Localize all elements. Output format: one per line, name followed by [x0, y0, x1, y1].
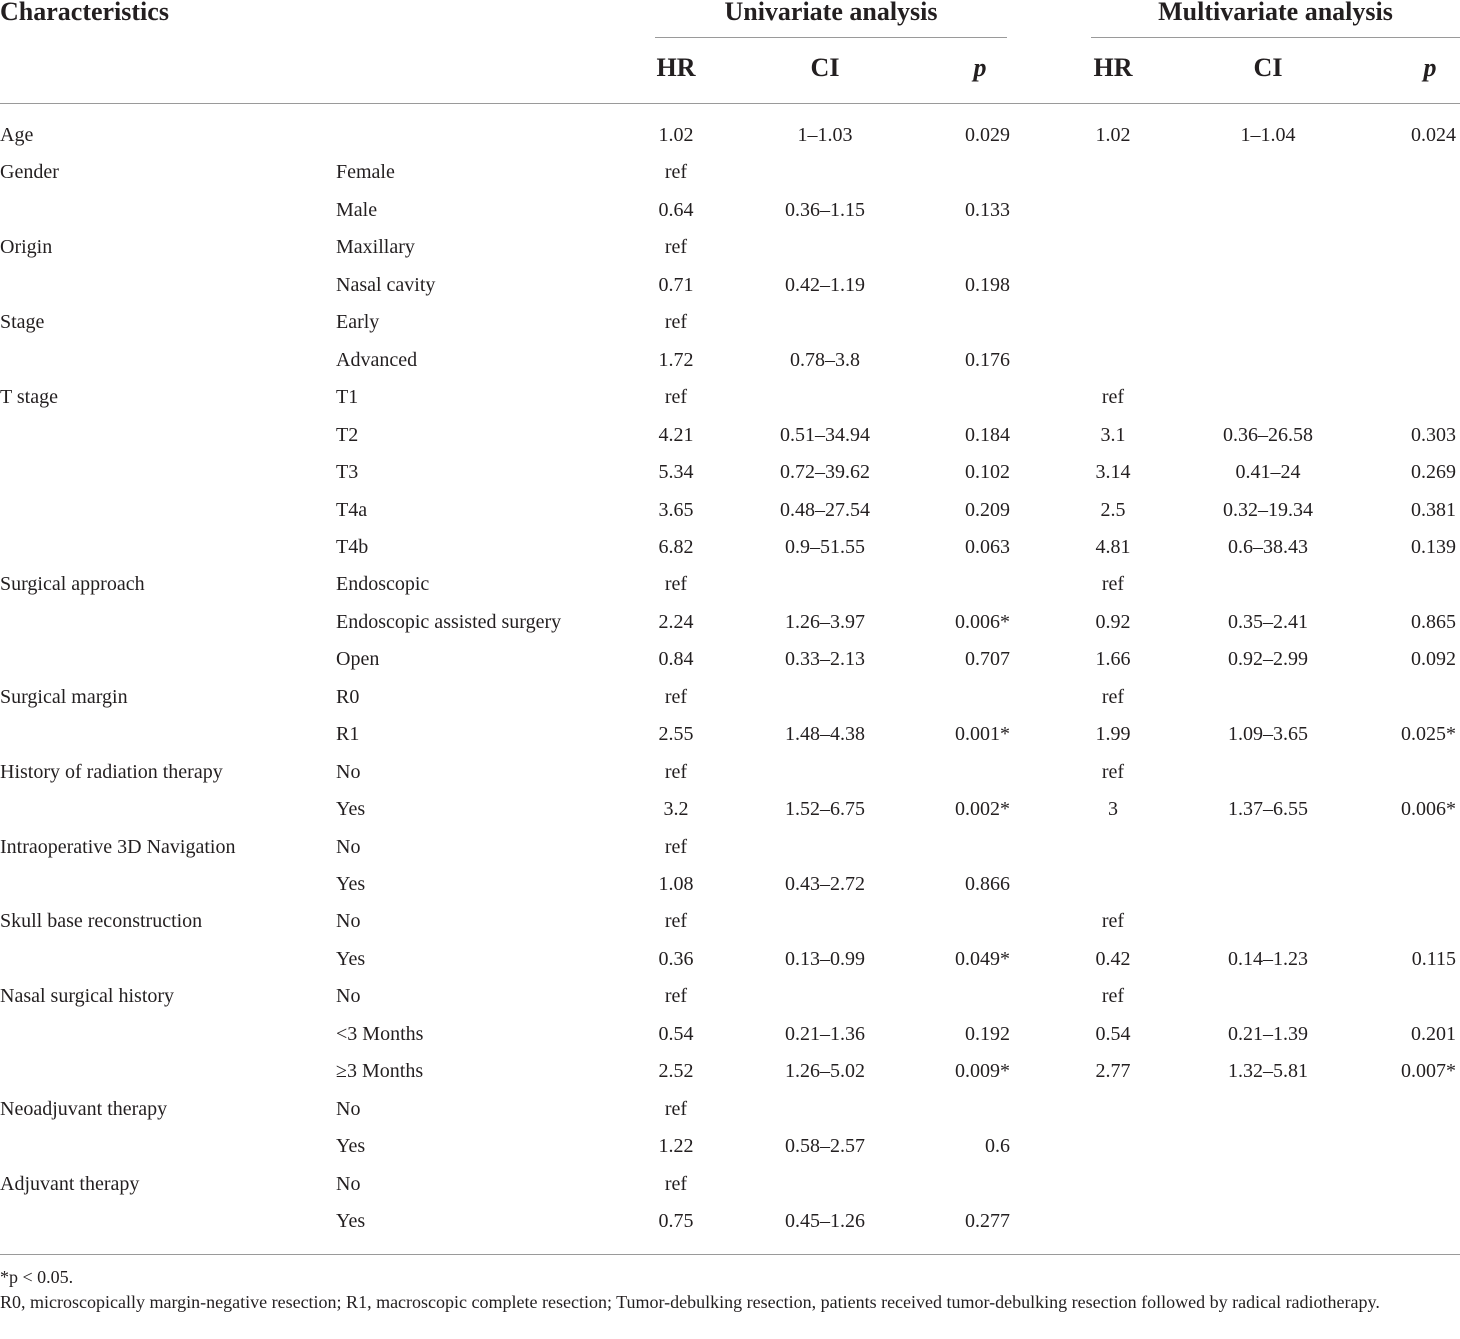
header-univariate-hr: HR	[656, 53, 696, 82]
level-cell: Nasal cavity	[336, 273, 436, 296]
univariate-hr-cell: 4.21	[658, 423, 694, 446]
level-cell: No	[336, 1172, 361, 1195]
univariate-p-cell: 0.049*	[955, 947, 1010, 970]
header-multivariate-hr: HR	[1093, 53, 1133, 82]
univariate-ci-cell: 0.9–51.55	[785, 535, 865, 558]
level-cell: No	[336, 910, 361, 933]
univariate-ci-cell: 1.52–6.75	[785, 798, 865, 821]
header-multivariate-p: p	[1423, 53, 1437, 82]
univariate-p-cell: 0.6	[985, 1135, 1010, 1158]
univariate-hr-cell: 0.64	[658, 198, 694, 221]
univariate-hr-cell: 2.24	[658, 610, 694, 633]
univariate-hr-cell: ref	[664, 985, 688, 1008]
characteristic-cell: Stage	[0, 311, 45, 334]
table-row	[0, 1091, 1460, 1128]
univariate-p-cell: 0.063	[965, 535, 1010, 558]
characteristic-cell: History of radiation therapy	[0, 760, 223, 783]
multivariate-hr-cell: 2.77	[1095, 1060, 1131, 1083]
univariate-p-cell: 0.133	[965, 198, 1010, 221]
table-bottom-rule	[0, 1254, 1460, 1255]
univariate-hr-cell: 0.54	[658, 1022, 694, 1045]
characteristic-cell: Surgical margin	[0, 685, 128, 708]
level-cell: T1	[336, 386, 359, 409]
univariate-hr-cell: 0.75	[658, 1210, 694, 1233]
univariate-hr-cell: ref	[664, 1097, 688, 1120]
level-cell: No	[336, 985, 361, 1008]
univariate-hr-cell: 1.22	[658, 1135, 694, 1158]
multivariate-hr-cell: 4.81	[1095, 535, 1131, 558]
univariate-ci-cell: 0.48–27.54	[780, 498, 870, 521]
table-row	[0, 866, 1460, 903]
univariate-ci-cell: 0.13–0.99	[785, 947, 865, 970]
level-cell: Female	[336, 161, 395, 184]
multivariate-hr-cell: 0.92	[1095, 610, 1131, 633]
univariate-hr-cell: ref	[664, 910, 688, 933]
multivariate-ci-cell: 0.21–1.39	[1228, 1022, 1308, 1045]
characteristic-cell: Surgical approach	[0, 573, 145, 596]
table-row	[0, 454, 1460, 491]
level-cell: T4b	[336, 535, 369, 558]
univariate-p-cell: 0.198	[965, 273, 1010, 296]
multivariate-p-cell: 0.865	[1411, 610, 1456, 633]
multivariate-hr-cell: ref	[1101, 386, 1125, 409]
table-row	[0, 791, 1460, 828]
multivariate-p-cell: 0.269	[1411, 461, 1456, 484]
univariate-hr-cell: 3.65	[658, 498, 694, 521]
multivariate-hr-cell: 2.5	[1100, 498, 1126, 521]
univariate-hr-cell: ref	[664, 573, 688, 596]
multivariate-ci-cell: 0.92–2.99	[1228, 648, 1308, 671]
table-row	[0, 417, 1460, 454]
univariate-ci-cell: 0.33–2.13	[785, 648, 865, 671]
univariate-ci-cell: 0.43–2.72	[785, 873, 865, 895]
univariate-hr-cell: ref	[664, 311, 688, 334]
multivariate-hr-cell: 1.02	[1095, 124, 1131, 146]
multivariate-ci-cell: 1.32–5.81	[1228, 1060, 1308, 1083]
univariate-p-cell: 0.102	[965, 461, 1010, 484]
univariate-ci-cell: 0.36–1.15	[785, 198, 865, 221]
level-cell: Advanced	[336, 348, 418, 371]
univariate-hr-cell: 1.02	[658, 124, 694, 146]
univariate-ci-cell: 0.51–34.94	[780, 423, 870, 446]
multivariate-ci-cell: 0.41–24	[1235, 461, 1301, 484]
characteristic-cell: Neoadjuvant therapy	[0, 1097, 168, 1120]
table-row	[0, 379, 1460, 416]
level-cell: T3	[336, 461, 359, 484]
table-row	[0, 1016, 1460, 1053]
univariate-hr-cell: 1.08	[658, 873, 694, 895]
level-cell: No	[336, 835, 361, 858]
multivariate-hr-cell: 3.1	[1100, 423, 1126, 446]
level-cell: Open	[336, 648, 380, 671]
characteristic-cell: Gender	[0, 161, 59, 184]
univariate-ci-cell: 1–1.03	[797, 124, 853, 146]
table-row	[0, 154, 1460, 191]
characteristic-cell: Nasal surgical history	[0, 985, 175, 1008]
multivariate-p-cell: 0.092	[1411, 648, 1456, 671]
table-row	[0, 1053, 1460, 1090]
level-cell: T4a	[336, 498, 368, 521]
level-cell: No	[336, 760, 361, 783]
header-characteristics: Characteristics	[0, 0, 169, 26]
table-row	[0, 903, 1460, 940]
characteristic-cell: Intraoperative 3D Navigation	[0, 835, 236, 858]
table-row	[0, 1128, 1460, 1165]
characteristic-cell: Age	[0, 124, 34, 146]
footnote-significance: *p < 0.05.	[0, 1267, 74, 1287]
univariate-ci-cell: 0.78–3.8	[790, 348, 860, 371]
univariate-ci-cell: 0.72–39.62	[780, 461, 870, 484]
footnote-abbreviations: R0, microscopically margin-negative resection; R1, macroscopic complete resection; Tumor-debulking resection, patients received tumor-debulking resection followed by radical radiotherapy.	[0, 1292, 1380, 1312]
table-row	[0, 679, 1460, 716]
univariate-p-cell: 0.707	[965, 648, 1010, 671]
table-row	[0, 267, 1460, 304]
table-row	[0, 192, 1460, 229]
characteristic-cell: Origin	[0, 236, 53, 259]
univariate-ci-cell: 0.45–1.26	[785, 1210, 865, 1233]
header-multivariate-ci: CI	[1253, 53, 1283, 82]
multivariate-hr-cell: ref	[1101, 760, 1125, 783]
univariate-ci-cell: 0.58–2.57	[785, 1135, 865, 1158]
multivariate-ci-cell: 1.37–6.55	[1228, 798, 1308, 821]
level-cell: Yes	[336, 1135, 366, 1158]
level-cell: Yes	[336, 947, 366, 970]
level-cell: T2	[336, 423, 359, 446]
univariate-hr-cell: ref	[664, 1172, 688, 1195]
multivariate-p-cell: 0.381	[1411, 498, 1456, 521]
table-row	[0, 492, 1460, 529]
level-cell: Maxillary	[336, 236, 415, 259]
characteristic-cell: Skull base reconstruction	[0, 910, 203, 933]
univariate-p-cell: 0.029	[965, 124, 1010, 146]
multivariate-p-cell: 0.115	[1411, 947, 1456, 970]
header-multivariate-analysis: Multivariate analysis	[1158, 0, 1393, 26]
multivariate-p-cell: 0.139	[1411, 535, 1456, 558]
multivariate-hr-cell: ref	[1101, 910, 1125, 933]
univariate-hr-cell: 6.82	[658, 535, 694, 558]
univariate-hr-cell: ref	[664, 685, 688, 708]
table-row	[0, 229, 1460, 266]
univariate-ci-cell: 0.21–1.36	[785, 1022, 865, 1045]
table-row	[0, 754, 1460, 791]
univariate-hr-cell: 0.84	[658, 648, 694, 671]
table-row	[0, 304, 1460, 341]
table-row	[0, 566, 1460, 603]
multivariate-ci-cell: 0.32–19.34	[1223, 498, 1313, 521]
level-cell: Endoscopic assisted surgery	[336, 610, 562, 633]
univariate-hr-cell: ref	[664, 161, 688, 184]
characteristic-cell: Adjuvant therapy	[0, 1172, 140, 1195]
multivariate-p-cell: 0.006*	[1401, 798, 1456, 821]
multivariate-hr-cell: ref	[1101, 573, 1125, 596]
level-cell: Yes	[336, 1210, 366, 1233]
multivariate-hr-cell: 0.54	[1095, 1022, 1131, 1045]
table-row	[0, 716, 1460, 753]
multivariate-group-rule	[1091, 37, 1460, 38]
table-row	[0, 978, 1460, 1015]
univariate-ci-cell: 0.42–1.19	[785, 273, 865, 296]
univariate-group-rule	[655, 37, 1007, 38]
characteristic-cell: T stage	[0, 386, 58, 409]
multivariate-hr-cell: 3	[1108, 798, 1118, 821]
table-row	[0, 641, 1460, 678]
multivariate-hr-cell: 1.66	[1095, 648, 1131, 671]
univariate-p-cell: 0.002*	[955, 798, 1010, 821]
univariate-p-cell: 0.866	[965, 873, 1010, 895]
univariate-p-cell: 0.001*	[955, 723, 1010, 746]
univariate-hr-cell: ref	[664, 236, 688, 259]
table-row	[0, 342, 1460, 379]
multivariate-p-cell: 0.201	[1411, 1022, 1456, 1045]
univariate-hr-cell: ref	[664, 760, 688, 783]
univariate-hr-cell: 0.71	[658, 273, 694, 296]
table-row	[0, 529, 1460, 566]
univariate-ci-cell: 1.48–4.38	[785, 723, 865, 746]
univariate-p-cell: 0.209	[965, 498, 1010, 521]
level-cell: Male	[336, 198, 378, 221]
multivariate-hr-cell: ref	[1101, 985, 1125, 1008]
univariate-hr-cell: 2.52	[658, 1060, 694, 1083]
multivariate-ci-cell: 0.35–2.41	[1228, 610, 1308, 633]
multivariate-ci-cell: 1.09–3.65	[1228, 723, 1308, 746]
level-cell: R0	[336, 685, 360, 708]
multivariate-ci-cell: 0.14–1.23	[1228, 947, 1308, 970]
multivariate-ci-cell: 0.6–38.43	[1228, 535, 1308, 558]
table-row	[0, 117, 1460, 154]
univariate-p-cell: 0.006*	[955, 610, 1010, 633]
univariate-hr-cell: 5.34	[658, 461, 694, 484]
level-cell: Yes	[336, 798, 366, 821]
table-row	[0, 829, 1460, 866]
level-cell: Yes	[336, 873, 366, 895]
univariate-hr-cell: 1.72	[658, 348, 694, 371]
multivariate-p-cell: 0.303	[1411, 423, 1456, 446]
univariate-ci-cell: 1.26–3.97	[785, 610, 865, 633]
header-bottom-rule	[0, 103, 1460, 104]
univariate-p-cell: 0.184	[965, 423, 1010, 446]
univariate-p-cell: 0.176	[965, 348, 1010, 371]
univariate-hr-cell: 2.55	[658, 723, 694, 746]
univariate-hr-cell: 3.2	[663, 798, 689, 821]
univariate-p-cell: 0.009*	[955, 1060, 1010, 1083]
multivariate-hr-cell: 0.42	[1095, 947, 1131, 970]
multivariate-ci-cell: 0.36–26.58	[1223, 423, 1313, 446]
table-row	[0, 1203, 1460, 1240]
univariate-hr-cell: 0.36	[658, 947, 694, 970]
table-row	[0, 604, 1460, 641]
multivariate-hr-cell: 3.14	[1095, 461, 1131, 484]
multivariate-hr-cell: 1.99	[1095, 723, 1131, 746]
multivariate-p-cell: 0.025*	[1401, 723, 1456, 746]
univariate-hr-cell: ref	[664, 386, 688, 409]
multivariate-p-cell: 0.007*	[1401, 1060, 1456, 1083]
table-row	[0, 1166, 1460, 1203]
level-cell: Early	[336, 311, 380, 334]
univariate-p-cell: 0.277	[965, 1210, 1010, 1233]
level-cell: Endoscopic	[336, 573, 430, 596]
header-univariate-ci: CI	[810, 53, 840, 82]
level-cell: <3 Months	[336, 1022, 424, 1045]
univariate-hr-cell: ref	[664, 835, 688, 858]
multivariate-ci-cell: 1–1.04	[1240, 124, 1296, 146]
univariate-p-cell: 0.192	[965, 1022, 1010, 1045]
header-univariate-p: p	[973, 53, 987, 82]
multivariate-hr-cell: ref	[1101, 685, 1125, 708]
level-cell: No	[336, 1097, 361, 1120]
level-cell: R1	[336, 723, 360, 746]
header-univariate-analysis: Univariate analysis	[724, 0, 938, 26]
univariate-ci-cell: 1.26–5.02	[785, 1060, 865, 1083]
level-cell: ≥3 Months	[336, 1060, 424, 1083]
multivariate-p-cell: 0.024	[1411, 124, 1456, 146]
table-row	[0, 941, 1460, 978]
